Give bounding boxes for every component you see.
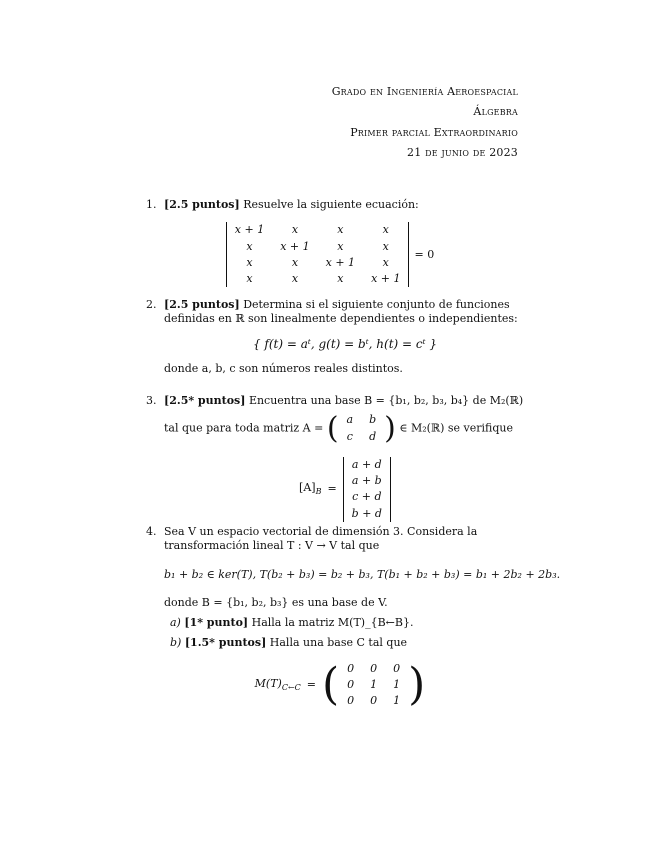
matrix-cell: x xyxy=(291,272,299,286)
matrix-cell: 0 xyxy=(370,694,378,708)
matrix-row xyxy=(226,255,409,271)
course-title: Álgebra xyxy=(473,105,518,119)
matrix-c xyxy=(339,661,408,710)
problem-text-2a: tal que para toda matriz A = xyxy=(164,421,324,435)
problem-1 xyxy=(146,198,526,287)
problem-text: Determina si el siguiente conjunto de funciones definidas en ℝ son linealmente dependientes o independientes: xyxy=(164,298,518,326)
matrix-cell: x xyxy=(246,272,253,286)
problem-text: Encuentra una base B = {b₁, b₂, b₃, b₄} de M₂(ℝ) xyxy=(248,394,524,407)
matrix-cell: a + d xyxy=(351,457,382,471)
matrix-cell: x + 1 xyxy=(234,223,265,237)
problem-number: 4. xyxy=(146,525,157,538)
coords-lhs: $[A]_B$ xyxy=(299,481,322,497)
matrix-cell: x xyxy=(246,239,253,253)
equals-sign: = xyxy=(327,482,337,496)
matrix-cell: x xyxy=(382,239,389,253)
problem-note: donde a, b, c son números reales distintos. xyxy=(164,362,403,376)
matrix-cell: x + 1 xyxy=(371,272,401,286)
matrix-lhs: $M(T)_{C\leftarrow C}$ xyxy=(254,676,301,693)
equals-sign: = xyxy=(306,678,316,692)
equation-rhs: = 0 xyxy=(414,247,435,261)
matrix-row xyxy=(339,693,408,709)
matrix-row xyxy=(226,239,409,255)
matrix-a: ( a b c d ) xyxy=(326,410,396,446)
matrix-row xyxy=(339,661,408,677)
matrix-cell: d xyxy=(369,429,377,443)
subquestion-a: a) [1* punto] Halla la matriz M(T)_{B←B}. xyxy=(170,616,414,630)
matrix-cell: a + b xyxy=(351,474,382,488)
coordinate-vector xyxy=(343,457,391,522)
matrix-equation: $M(T)_{C\leftarrow C}$ = ( 0 0 0 0 1 1 0 0 1 ) xyxy=(254,659,426,711)
matrix-cell: 1 xyxy=(370,678,378,692)
determinant-matrix xyxy=(226,222,410,287)
matrix-cell: b + d xyxy=(351,506,382,520)
determinant xyxy=(226,222,434,287)
function-set: { f(t) = aᵗ, g(t) = bᵗ, h(t) = cᵗ } xyxy=(252,336,438,351)
matrix-cell: x xyxy=(382,223,389,237)
matrix-row xyxy=(226,271,409,287)
problem-text: Sea V un espacio vectorial de dimensión 3. Considera la transformación lineal T : V → V tal que xyxy=(164,525,478,553)
matrix-row xyxy=(343,473,390,489)
coordinate-equation xyxy=(299,457,391,522)
matrix-cell: x xyxy=(246,255,253,269)
matrix-cell: 0 xyxy=(370,661,378,675)
matrix-row xyxy=(339,412,385,428)
matrix-cell: b xyxy=(369,413,377,427)
problem-text-2b: ∈ M₂(ℝ) se verifique xyxy=(399,421,514,435)
matrix-cell: 0 xyxy=(347,678,355,692)
matrix-cell: c + d xyxy=(352,490,382,504)
matrix-cell: 0 xyxy=(347,694,355,708)
problem-number: 3. xyxy=(146,394,157,407)
problem-points: [2.5* puntos] xyxy=(164,394,246,407)
matrix-cell: 0 xyxy=(393,661,401,675)
problem-number: 1. xyxy=(146,198,157,211)
problem-text: Resuelve la siguiente ecuación: xyxy=(243,198,419,211)
matrix-cell: c xyxy=(346,429,353,443)
matrix-cell: 1 xyxy=(393,694,401,708)
matrix-row xyxy=(343,457,390,473)
matrix-row xyxy=(226,222,409,238)
matrix-cell: x xyxy=(291,223,299,237)
matrix-cell: x + 1 xyxy=(280,239,310,253)
matrix-cell: 1 xyxy=(393,678,401,692)
matrix-cell: x xyxy=(337,223,344,237)
problem-note: donde B = {b₁, b₂, b₃} es una base de V. xyxy=(164,595,388,609)
matrix-cell: x xyxy=(291,255,299,269)
matrix-cell: x xyxy=(337,239,344,253)
matrix-cell: x + 1 xyxy=(325,255,356,269)
problem-number: 2. xyxy=(146,298,157,311)
exam-header xyxy=(332,85,518,166)
matrix-cell: x xyxy=(337,272,344,286)
matrix-row xyxy=(343,506,390,522)
matrix-row xyxy=(343,489,390,505)
subquestion-b: b) [1.5* puntos] Halla una base C tal que xyxy=(170,636,408,650)
matrix-cell: x xyxy=(382,255,389,269)
exam-date: 21 de junio de 2023 xyxy=(407,145,518,159)
matrix-cell: 0 xyxy=(347,661,355,675)
degree-title: Grado en Ingeniería Aeroespacial xyxy=(331,85,518,98)
transformation-conditions: b₁ + b₂ ∈ ker(T), T(b₂ + b₃) = b₂ + b₃, T(b₁ + b₂ + b₃) = b₁ + 2b₂ + 2b₃. xyxy=(164,567,561,581)
matrix-row xyxy=(339,677,408,693)
problem-2 xyxy=(146,298,526,376)
problem-points: [2.5 puntos] xyxy=(164,298,240,311)
problem-4 xyxy=(146,525,596,710)
problem-points: [2.5 puntos] xyxy=(164,198,240,211)
problem-3 xyxy=(146,394,526,522)
matrix-cell: a xyxy=(346,413,354,427)
exam-title: Primer parcial Extraordinario xyxy=(350,125,518,139)
matrix-row xyxy=(339,429,385,445)
